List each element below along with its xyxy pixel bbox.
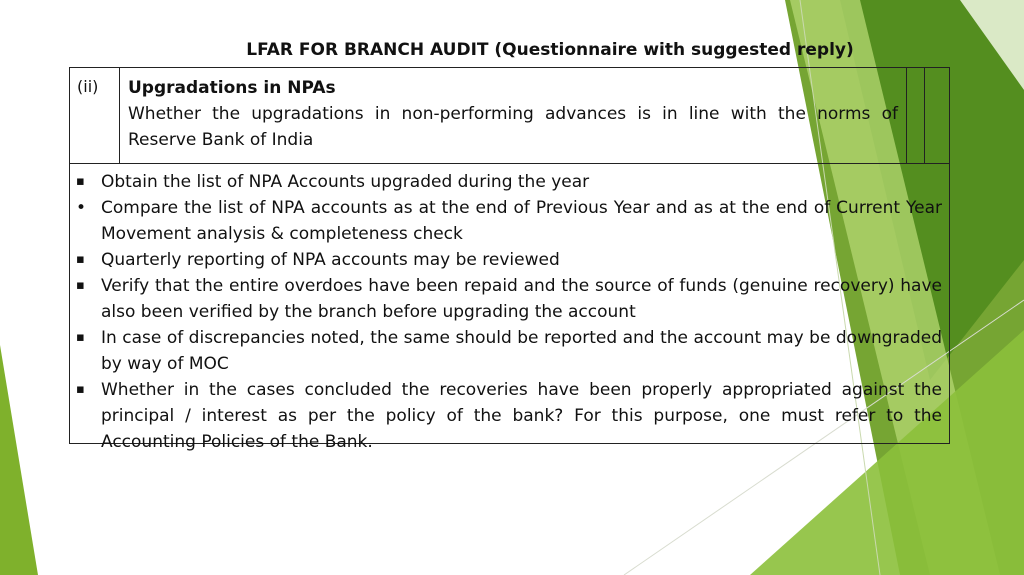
reply-cell-yes [907, 68, 925, 163]
step-text: Obtain the list of NPA Accounts upgraded during the year [101, 172, 590, 192]
square-bullet-icon: ▪ [76, 174, 85, 189]
question-text: Whether the upgradations in non-performing advances is in line with the norms of Reserve Bank of India [128, 104, 898, 150]
reply-cell-no [925, 68, 949, 163]
audit-steps-list [70, 169, 950, 455]
square-bullet-icon: ▪ [76, 382, 85, 397]
step-text: Whether in the cases concluded the recoveries have been properly appropriated against the principal / interest as per the policy of the bank? For this purpose, one must refer to the Accounting Policies of the Bank. [101, 380, 942, 452]
list-item [70, 195, 950, 247]
list-item [70, 247, 950, 273]
list-item [70, 169, 950, 195]
round-bullet-icon: • [76, 198, 87, 218]
question-cell [120, 68, 907, 163]
question-heading: Upgradations in NPAs [128, 78, 336, 98]
deco-shape-left [0, 345, 38, 575]
question-number: (ii) [70, 68, 120, 163]
step-text: Quarterly reporting of NPA accounts may be reviewed [101, 250, 560, 270]
step-text: Compare the list of NPA accounts as at the end of Previous Year and as at the end of Current Year Movement analysis & completeness check [101, 198, 942, 244]
step-text: Verify that the entire overdoes have been repaid and the source of funds (genuine recovery) have also been verified by the branch before upgrading the account [101, 276, 942, 322]
square-bullet-icon: ▪ [76, 330, 85, 345]
step-text: In case of discrepancies noted, the same should be reported and the account may be downgraded by way of MOC [101, 328, 942, 374]
square-bullet-icon: ▪ [76, 252, 85, 267]
square-bullet-icon: ▪ [76, 278, 85, 293]
question-row [70, 68, 949, 164]
questionnaire-table [69, 67, 950, 452]
list-item [70, 273, 950, 325]
slide-title: LFAR FOR BRANCH AUDIT (Questionnaire with suggested reply) [246, 40, 854, 60]
list-item [70, 325, 950, 377]
list-item [70, 377, 950, 455]
